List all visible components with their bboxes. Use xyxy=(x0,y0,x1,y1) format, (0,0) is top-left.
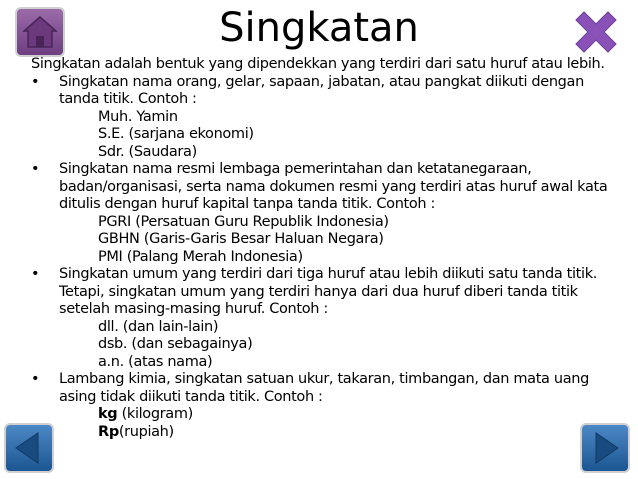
example-item: dsb. (dan sebagainya) xyxy=(98,336,253,352)
example-item: PMI (Palang Merah Indonesia) xyxy=(98,248,303,265)
bullet-item xyxy=(31,74,616,109)
bullet-text: Lambang kimia, singkatan satuan ukur, takaran, timbangan, dan mata uang asing tidak diikuti tanda titik. Contoh : xyxy=(59,371,589,405)
bullet-marker: • xyxy=(31,371,40,387)
example-item xyxy=(98,406,616,424)
next-arrow-icon xyxy=(582,425,628,471)
previous-arrow-icon xyxy=(6,425,52,471)
bullet-text: Singkatan nama resmi lembaga pemerintahan dan ketatanegaraan, badan/organisasi, serta nama dokumen resmi yang terdiri atas huruf awal kata ditulis dengan huruf kapital tanpa tanda titik. Contoh : xyxy=(59,161,608,212)
intro-text: Singkatan adalah bentuk yang dipendekkan yang terdiri dari satu huruf atau lebih. xyxy=(31,56,605,72)
example-item: PGRI (Persatuan Guru Republik Indonesia) xyxy=(98,213,389,230)
example-list xyxy=(31,319,616,372)
close-icon xyxy=(570,6,622,58)
example-item: Muh. Yamin xyxy=(98,108,178,125)
example-list xyxy=(31,109,616,162)
example-item xyxy=(98,424,616,442)
bullet-item xyxy=(31,371,616,406)
bullet-item xyxy=(31,266,616,319)
home-icon xyxy=(17,9,63,55)
bullet-item xyxy=(31,161,616,214)
bullet-marker: • xyxy=(31,161,40,177)
slide-content xyxy=(31,56,616,441)
bullet-text: Singkatan nama orang, gelar, sapaan, jabatan, atau pangkat diikuti dengan tanda titik. Contoh : xyxy=(59,73,584,107)
bullet-text: Singkatan umum yang terdiri dari tiga huruf atau lebih diikuti satu tanda titik. Tetapi, singkatan umum yang terdiri hanya dari dua huruf diberi tanda titik setelah masing-masing huruf. Contoh : xyxy=(59,266,598,317)
close-button[interactable] xyxy=(570,6,622,58)
example-item: Sdr. (Saudara) xyxy=(98,143,197,160)
bullet-marker: • xyxy=(31,73,40,90)
example-list xyxy=(31,406,616,441)
home-button[interactable] xyxy=(15,7,65,57)
previous-slide-button[interactable] xyxy=(4,423,54,473)
example-item: S.E. (sarjana ekonomi) xyxy=(98,126,254,142)
example-item: GBHN (Garis-Garis Besar Haluan Negara) xyxy=(98,231,384,247)
example-list xyxy=(31,214,616,267)
example-meaning: (rupiah) xyxy=(118,423,174,440)
bullet-marker: • xyxy=(31,266,40,282)
next-slide-button[interactable] xyxy=(580,423,630,473)
example-abbr: Rp xyxy=(98,423,119,440)
example-item: a.n. (atas nama) xyxy=(98,353,213,370)
example-item: dll. (dan lain-lain) xyxy=(98,318,219,335)
example-abbr: kg xyxy=(98,406,118,422)
example-meaning: (kilogram) xyxy=(117,406,193,422)
slide-title: Singkatan xyxy=(219,5,419,51)
